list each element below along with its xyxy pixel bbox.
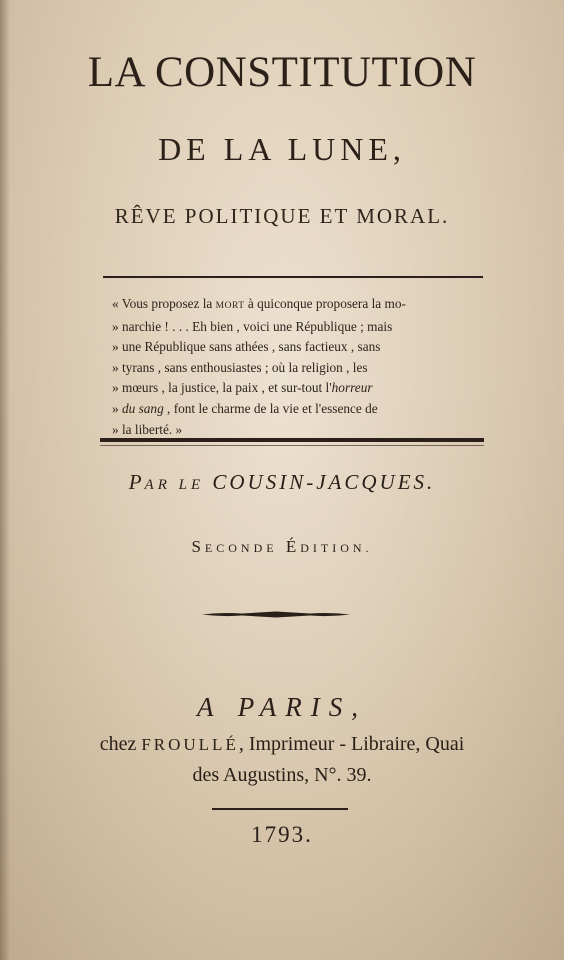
epigraph [112,294,492,440]
epigraph-line-6: » du sang , font le charme de la vie et l'essence de [112,400,378,416]
epigraph-line-5: » mœurs , la justice, la paix , et sur-tout l'horreur [112,380,373,396]
imprint-place: A PARIS, [197,692,367,722]
epigraph-italic-phrase: du sang [121,400,164,416]
imprint-address: des Augustins, N°. 39. [192,764,372,786]
author-name: COUSIN-JACQUES. [212,470,436,494]
epigraph-italic-word: horreur [331,380,373,396]
epigraph-line-3: » une République sans athées , sans factieux , sans [112,339,381,355]
epigraph-line-7: » la liberté. » [112,421,183,437]
rule-below-epigraph-thin [100,445,484,446]
title-line-2: DE LA LUNE, [158,131,406,167]
author-line: PAR LE COUSIN-JACQUES. [128,470,436,494]
imprint-publisher: chez FROULLÉ, Imprimeur - Libraire, Quai [99,733,465,755]
rule-above-year [212,808,348,810]
edition-line: SECONDE ÉDITION. [191,537,373,556]
publisher-name: FROULLÉ [141,735,239,754]
subtitle: RÊVE POLITIQUE ET MORAL. [114,204,450,228]
epigraph-line-1: « Vous proposez la MORT à quiconque proposera la mo- [112,296,406,311]
epigraph-line-2: » narchie ! . . . Eh bien , voici une République ; mais [112,318,393,334]
epigraph-smallcaps-word: MORT [215,301,245,311]
epigraph-line-4: » tyrans , sans enthousiastes ; où la religion , les [112,359,368,375]
rule-below-epigraph [100,438,484,442]
imprint-year: 1793. [251,822,313,847]
rule-above-epigraph [103,276,483,278]
title-line-1: LA CONSTITUTION [87,49,477,96]
ornament-rule [202,611,350,618]
